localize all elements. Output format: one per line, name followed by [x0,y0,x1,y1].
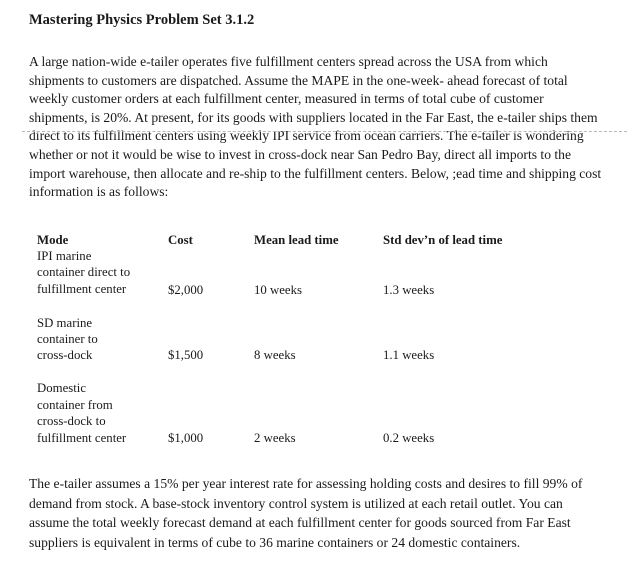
row3-mode-line2: container from [37,398,113,412]
row1-mode-line3: fulfillment center [37,282,127,296]
header-mode: Mode [37,233,69,247]
divider-line [22,131,627,132]
row3-mode-line3: cross-dock to [37,414,106,428]
row1-cost: $2,000 [168,283,204,297]
row3-mode-line1: Domestic [37,381,87,395]
row1-std: 1.3 weeks [383,283,435,297]
row3-lead: 2 weeks [254,431,296,445]
header-cost: Cost [168,233,193,247]
row1-lead: 10 weeks [254,283,302,297]
row2-mode-line2: container to [37,332,98,346]
header-std-dev-lead-time: Std dev’n of lead time [383,233,503,247]
row1-mode-line1: IPI marine [37,249,92,263]
row3-cost: $1,000 [168,431,204,445]
row2-mode-line3: cross-dock [37,348,93,362]
row3-mode-line4: fulfillment center [37,431,127,445]
problem-description: A large nation-wide e-tailer operates five fulfillment centers spread across the USA from which shipments to customers are dispatched. Assume the MAPE in the one-week- ahead forecast of total weekly customer orders at each fulfillment center, measured in terms of total cube of customer shipments, is 20%. At present, for its goods with suppliers located in the Far East, the e-tailer ships them direct to its fulfillment centers using weekly IPI service from ocean carriers. The e-tailer is wondering whether or not it would be wise to invest in cross-dock near San Pedro Bay, direct all imports to the import warehouse, then allocate and re-ship to the fulfillment centers. Below, ;ead time and shipping cost information is as follows: [29,54,602,200]
assumptions-paragraph: The e-tailer assumes a 15% per year interest rate for assessing holding costs and desires to fill 99% of demand from stock. A base-stock inventory control system is utilized at each retail outlet. You can assume the total weekly forecast demand at each fulfillment center for goods sourced from Far East suppliers is equivalent in terms of cube to 36 marine containers or 24 domestic containers. [29,476,583,550]
row2-mode-line1: SD marine [37,316,93,330]
header-mean-lead-time: Mean lead time [254,233,339,247]
row2-std: 1.1 weeks [383,348,435,362]
row3-std: 0.2 weeks [383,431,435,445]
row1-mode-line2: container direct to [37,265,131,279]
page-title: Mastering Physics Problem Set 3.1.2 [29,12,255,28]
row2-lead: 8 weeks [254,348,296,362]
row2-cost: $1,500 [168,348,204,362]
